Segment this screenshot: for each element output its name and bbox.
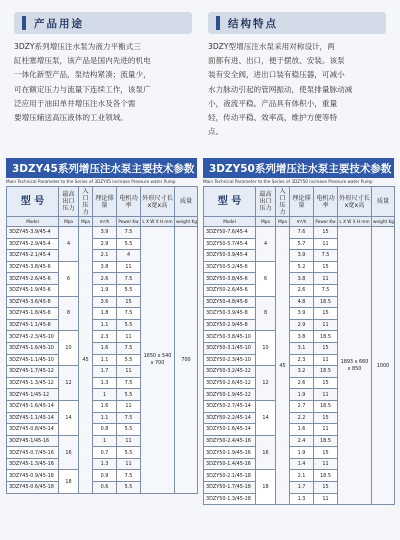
pressure-cell: 8 [256,296,276,331]
power-cell: 5.5 [117,238,141,250]
pressure-cell: 16 [59,435,79,470]
header-disp: 理论排量 [290,187,314,217]
displacement-cell: 7.6 [290,227,314,239]
power-cell: 11 [117,435,141,447]
dimensions-cell: 1650 x 540 x 700 [141,227,175,494]
power-cell: 11 [314,319,338,331]
model-cell: 3DZY50-2.6/45-6 [204,284,256,296]
pressure-cell: 6 [59,261,79,296]
subheader-mass: weight Kg [175,217,198,227]
displacement-cell: 3.8 [290,273,314,285]
model-cell: 3DZY45-1.6/45-10 [7,342,59,354]
power-cell: 11 [117,400,141,412]
power-cell: 7.5 [117,470,141,482]
model-cell: 3DZY45-1/45-12 [7,389,59,401]
displacement-cell: 3.1 [290,342,314,354]
model-cell: 3DZY45-0.6/45-18 [7,482,59,494]
model-cell: 3DZY50-1.9/45-16 [204,447,256,459]
power-cell: 18.5 [314,331,338,343]
displacement-cell: 1.1 [93,354,117,366]
model-cell: 3DZY50-2.2/45-14 [204,412,256,424]
header-flow: 最高出口压力 [256,187,276,217]
displacement-cell: 1.8 [93,308,117,320]
header-inlet: 入口压力 [79,187,93,217]
table2-subtitle: Main Technical Parameter to the Series of 3DZY50 increase Pressure water Pump [203,179,373,184]
displacement-cell: 2.3 [290,354,314,366]
pressure-cell: 10 [59,331,79,366]
subheader-power: Power Kw [314,217,338,227]
inlet-pressure-cell: 45 [79,227,93,494]
text-line: 3DZY系列增压注水泵为液力平衡式三 [14,42,141,51]
header-row [204,187,395,217]
model-cell: 3DZY50-3.9/45-8 [204,308,256,320]
power-cell: 5.5 [117,284,141,296]
power-cell: 11 [117,331,141,343]
pressure-cell: 18 [256,470,276,505]
right-section-heading: 结构特点 [228,17,278,30]
power-cell: 15 [314,447,338,459]
displacement-cell: 1.6 [93,400,117,412]
model-cell: 3DZY45-1.8/45-8 [7,308,59,320]
displacement-cell: 2.9 [290,319,314,331]
model-cell: 3DZY50-2.3/45-10 [204,354,256,366]
displacement-cell: 3.9 [290,250,314,262]
pressure-cell: 14 [59,400,79,435]
displacement-cell: 0.6 [93,482,117,494]
subheader-dims: L X W X H mm [141,217,175,227]
displacement-cell: 1 [93,435,117,447]
model-cell: 3DZY45-1.1/45-14 [7,412,59,424]
displacement-cell: 2.1 [290,470,314,482]
text-line: 缸柱塞增压泵，该产品是国内先进的机电 [14,56,151,66]
power-cell: 5.5 [117,482,141,494]
model-cell: 3DZY45-3.8/45-6 [7,261,59,273]
displacement-cell: 1.6 [290,424,314,436]
left-section-banner [14,12,192,34]
subheader-inlet: Mpa [79,217,93,227]
power-cell: 7.5 [117,342,141,354]
pressure-cell: 4 [59,227,79,262]
model-cell: 3DZY50-5.2/45-6 [204,261,256,273]
displacement-cell: 0.9 [93,470,117,482]
displacement-cell: 2.6 [290,377,314,389]
subheader-dims: L X W X H mm [338,217,372,227]
model-cell: 3DZY45-2.9/45-4 [7,238,59,250]
model-cell: 3DZY45-2.1/45-4 [7,250,59,262]
model-cell: 3DZY50-2.6/45-12 [204,377,256,389]
pressure-cell: 6 [256,261,276,296]
left-section-text [14,40,196,125]
power-cell: 11 [314,493,338,505]
dimensions-cell: 1893 x 660 x 850 [338,227,372,505]
displacement-cell: 3.8 [290,331,314,343]
model-cell: 3DZY45-1.3/45-12 [7,377,59,389]
header-power: 电机功率 [117,187,141,217]
model-cell: 3DZY45-0.8/45-14 [7,424,59,436]
power-cell: 7.5 [117,412,141,424]
mass-cell: 700 [175,227,198,494]
table-row [7,227,198,239]
displacement-cell: 2.1 [93,250,117,262]
subheader-model: Model [7,217,59,227]
text-line: 泛应用于油田单井增压注水及各个需 [14,98,136,108]
model-cell: 3DZY45-1.6/45-14 [7,400,59,412]
displacement-cell: 1.3 [290,493,314,505]
model-cell: 3DZY45-1.9/45-6 [7,284,59,296]
header-row [7,187,198,217]
subheader-inlet: Mpa [276,217,290,227]
text-line: 轻，传动平稳、效率高，维护方便等特 [208,113,338,123]
subheader-disp: m³/h [290,217,314,227]
displacement-cell: 3.9 [290,308,314,320]
model-cell: 3DZY50-5.7/45-4 [204,238,256,250]
power-cell: 11 [314,354,338,366]
pressure-cell: 16 [256,435,276,470]
model-cell: 3DZY50-2.7/45-14 [204,400,256,412]
displacement-cell: 1.4 [290,458,314,470]
header-mass: 质量 [372,187,395,217]
model-cell: 3DZY50-2.1/45-18 [204,470,256,482]
power-cell: 5.5 [117,319,141,331]
displacement-cell: 1.9 [290,389,314,401]
pressure-cell: 8 [59,296,79,331]
right-section-banner [208,12,386,34]
model-cell: 3DZY45-1.3/45-16 [7,458,59,470]
header-flow: 最高出口压力 [59,187,79,217]
displacement-cell: 1.9 [93,284,117,296]
subheader-disp: m³/h [93,217,117,227]
displacement-cell: 1.7 [290,482,314,494]
power-cell: 5.5 [117,424,141,436]
power-cell: 18.5 [314,470,338,482]
displacement-cell: 1 [93,389,117,401]
pressure-cell: 18 [59,470,79,493]
power-cell: 11 [117,261,141,273]
power-cell: 11 [314,273,338,285]
pressure-cell: 12 [256,366,276,401]
text-line: 装有安全阀，进出口装有稳压器，可减小 [208,70,345,80]
header-inlet: 入口压力 [276,187,290,217]
inlet-pressure-cell: 45 [276,227,290,505]
subheader-row [204,217,395,227]
table2-title: 3DZY50系列增压注水泵主要技术参数 [203,158,394,178]
text-line: 要增压辅送高压液体的工业领域。 [14,113,128,123]
power-cell: 11 [314,424,338,436]
displacement-cell: 1.3 [93,377,117,389]
displacement-cell: 2.6 [93,273,117,285]
power-cell: 5.5 [117,389,141,401]
text-line: 可在额定压力与流量下连续工作，该泵广 [14,84,151,94]
subheader-flow: Mpa [59,217,79,227]
displacement-cell: 3.6 [93,296,117,308]
text-line: 点。 [208,127,224,137]
banner-accent [22,16,26,30]
power-cell: 11 [314,389,338,401]
power-cell: 15 [314,412,338,424]
model-cell: 3DZY50-2.4/45-16 [204,435,256,447]
table-row [204,227,395,239]
power-cell: 18.5 [314,435,338,447]
displacement-cell: 1.3 [93,458,117,470]
displacement-cell: 1.1 [93,412,117,424]
mass-cell: 1000 [372,227,395,505]
header-mass: 质量 [175,187,198,217]
displacement-cell: 4.8 [290,296,314,308]
pressure-cell: 10 [256,331,276,366]
text-line: 小，液流平稳。产品具有体积小，重量 [208,98,338,108]
table1-specs [6,186,198,494]
power-cell: 5.5 [117,354,141,366]
right-section-text [208,40,390,139]
displacement-cell: 1.7 [93,366,117,378]
power-cell: 7.5 [117,227,141,239]
model-cell: 3DZY50-3.8/45-10 [204,331,256,343]
header-model: 型 号 [7,187,59,217]
text-line: 面都有进、出口，便于摆放、安装。该泵 [208,56,345,66]
power-cell: 15 [314,261,338,273]
model-cell: 3DZY50-4.8/45-8 [204,296,256,308]
text-line: 3DZY型增压注水泵采用对称设计，两 [208,42,335,51]
power-cell: 7.5 [314,284,338,296]
table1-title: 3DZY45系列增压注水泵主要技术参数 [6,158,197,178]
power-cell: 15 [314,377,338,389]
displacement-cell: 3.8 [93,261,117,273]
power-cell: 4 [117,250,141,262]
displacement-cell: 2.2 [290,412,314,424]
model-cell: 3DZY45-3.6/45-8 [7,296,59,308]
model-cell: 3DZY45-1.1/45-8 [7,319,59,331]
model-cell: 3DZY50-1.6/45-14 [204,424,256,436]
power-cell: 7.5 [314,250,338,262]
power-cell: 18.5 [314,296,338,308]
power-cell: 11 [314,458,338,470]
power-cell: 18.5 [314,366,338,378]
displacement-cell: 1.9 [290,447,314,459]
model-cell: 3DZY50-1.4/45-16 [204,458,256,470]
subheader-flow: Mpa [256,217,276,227]
power-cell: 11 [117,366,141,378]
text-line: 一体化新型产品，泵结构紧凑；流量少， [14,70,151,80]
displacement-cell: 5.2 [290,261,314,273]
model-cell: 3DZY45-2.6/45-6 [7,273,59,285]
displacement-cell: 0.8 [93,424,117,436]
displacement-cell: 2.3 [93,331,117,343]
model-cell: 3DZY45-3.9/45-4 [7,227,59,239]
header-disp: 理论排量 [93,187,117,217]
power-cell: 15 [314,227,338,239]
text-line: 水力脉动引起的管网振动，使泵排量脉动减 [208,84,353,94]
model-cell: 3DZY50-2.9/45-8 [204,319,256,331]
power-cell: 15 [314,308,338,320]
model-cell: 3DZY50-3.2/45-12 [204,366,256,378]
power-cell: 5.5 [117,447,141,459]
power-cell: 15 [314,342,338,354]
model-cell: 3DZY45-1.1/45-10 [7,354,59,366]
model-cell: 3DZY50-1.3/45-18 [204,493,256,505]
displacement-cell: 1.1 [93,319,117,331]
displacement-cell: 2.4 [290,435,314,447]
subheader-row [7,217,198,227]
pressure-cell: 4 [256,227,276,262]
model-cell: 3DZY45-1/45-16 [7,435,59,447]
subheader-model: Model [204,217,256,227]
displacement-cell: 2.6 [290,284,314,296]
subheader-mass: weight Kg [372,217,395,227]
power-cell: 7.5 [117,377,141,389]
header-dims: 外形尺寸长x宽x高 [141,187,175,217]
table1-subtitle: Main Technical Parameter to the Series of 3DZY45 increase Pressure water Pump [6,179,176,184]
power-cell: 7.5 [117,273,141,285]
model-cell: 3DZY50-3.1/45-10 [204,342,256,354]
power-cell: 7.5 [117,308,141,320]
power-cell: 11 [314,238,338,250]
power-cell: 11 [117,458,141,470]
power-cell: 15 [314,482,338,494]
model-cell: 3DZY45-0.9/45-18 [7,470,59,482]
displacement-cell: 2.9 [93,238,117,250]
header-model: 型 号 [204,187,256,217]
displacement-cell: 5.7 [290,238,314,250]
pressure-cell: 14 [256,400,276,435]
banner-accent [216,16,220,30]
displacement-cell: 2.7 [290,400,314,412]
header-dims: 外形尺寸长x宽x高 [338,187,372,217]
displacement-cell: 1.6 [93,342,117,354]
displacement-cell: 3.2 [290,366,314,378]
pressure-cell: 12 [59,366,79,401]
model-cell: 3DZY50-3.9/45-4 [204,250,256,262]
left-section-heading: 产品用途 [34,17,84,30]
model-cell: 3DZY50-3.8/45-6 [204,273,256,285]
model-cell: 3DZY50-7.6/45-4 [204,227,256,239]
table2-specs [203,186,395,505]
header-power: 电机功率 [314,187,338,217]
power-cell: 18.5 [314,400,338,412]
model-cell: 3DZY45-1.7/45-12 [7,366,59,378]
displacement-cell: 3.9 [93,227,117,239]
model-cell: 3DZY50-1.9/45-12 [204,389,256,401]
power-cell: 15 [117,296,141,308]
displacement-cell: 0.7 [93,447,117,459]
model-cell: 3DZY45-2.3/45-10 [7,331,59,343]
model-cell: 3DZY45-0.7/45-16 [7,447,59,459]
subheader-power: Power Kw [117,217,141,227]
model-cell: 3DZY50-1.7/45-18 [204,482,256,494]
